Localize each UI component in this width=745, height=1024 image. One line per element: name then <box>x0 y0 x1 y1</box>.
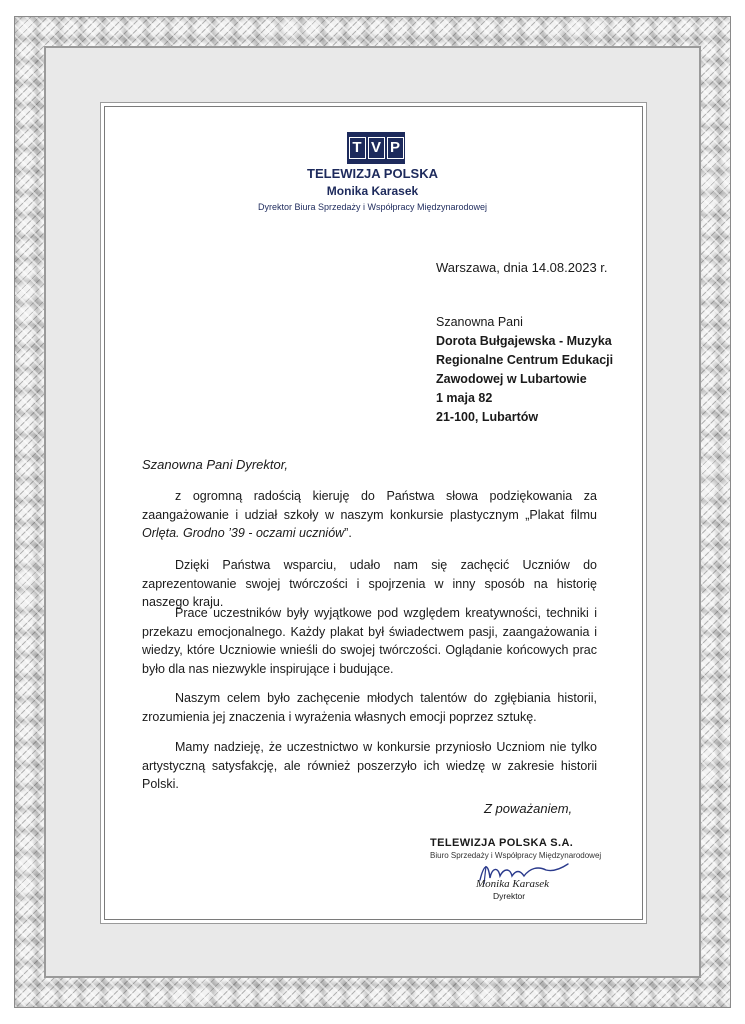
paragraph-1-film-title: Orlęta. Grodno ’39 - oczami uczniów <box>142 526 345 540</box>
letterhead-role: Dyrektor Biura Sprzedaży i Współpracy Międzynarodowej <box>257 202 488 212</box>
paragraph-4: Naszym celem było zachęcenie młodych talentów do zgłębiania historii, zrozumienia jej znaczenia i wyrażenia własnych emocji poprzez sztukę. <box>142 691 597 724</box>
logo-letter-p: P <box>387 137 404 159</box>
addressee-line: Regionalne Centrum Edukacji <box>436 353 614 367</box>
paragraph-2: Dzięki Państwa wsparciu, udało nam się zachęcić Uczniów do zaprezentowanie swojej twórczości i spojrzenia w inny sposób na historię naszego kraju. <box>142 558 597 609</box>
closing-phrase: Z poważaniem, <box>484 801 573 816</box>
addressee-block <box>436 313 613 427</box>
tvp-logo <box>347 132 405 164</box>
addressee-line: Dorota Bułgajewska - Muzyka <box>436 334 612 348</box>
letter-date: Warszawa, dnia 14.08.2023 r. <box>436 260 608 275</box>
addressee-line: 21-100, Lubartów <box>436 410 539 424</box>
paragraph-1-end: ”. <box>344 526 352 540</box>
stamp-signatory-name: Monika Karasek <box>476 878 550 890</box>
addressee-line: Szanowna Pani <box>436 315 523 329</box>
paragraph-1 <box>142 487 597 543</box>
stamp-signatory-role: Dyrektor <box>493 891 526 901</box>
stamp-organization: TELEWIZJA POLSKA S.A. <box>430 837 574 849</box>
addressee-line: 1 maja 82 <box>436 391 493 405</box>
logo-letter-v: V <box>368 137 385 159</box>
paragraph-5: Mamy nadzieję, że uczestnictwo w konkursie przyniosło Uczniom nie tylko artystyczną satysfakcję, ale również poszerzyło ich wiedzę w zakresie historii Polski. <box>142 740 597 791</box>
stamp-department: Biuro Sprzedaży i Współpracy Międzynarodowej <box>430 851 602 860</box>
salutation: Szanowna Pani Dyrektor, <box>142 457 288 472</box>
letterhead-organization: TELEWIZJA POLSKA <box>307 166 438 181</box>
addressee-line: Zawodowej w Lubartowie <box>436 372 587 386</box>
paragraph-1-start: z ogromną radością kieruję do Państwa słowa podziękowania za zaangażowanie i udział szkoły w naszym konkursie plastycznym „Plakat filmu <box>142 489 597 522</box>
paragraph-3: Prace uczestników były wyjątkowe pod względem kreatywności, techniki i przekazu emocjonalnego. Każdy plakat był świadectwem pasji, zaangażowania i wiedzy, które Uczniowie wnieśli do swojej twórczości. Oglądanie końcowych prac było dla nas niezwykle inspirujące i budujące. <box>142 606 597 676</box>
logo-letter-t: T <box>349 137 366 159</box>
letterhead-name: Monika Karasek <box>326 184 419 198</box>
